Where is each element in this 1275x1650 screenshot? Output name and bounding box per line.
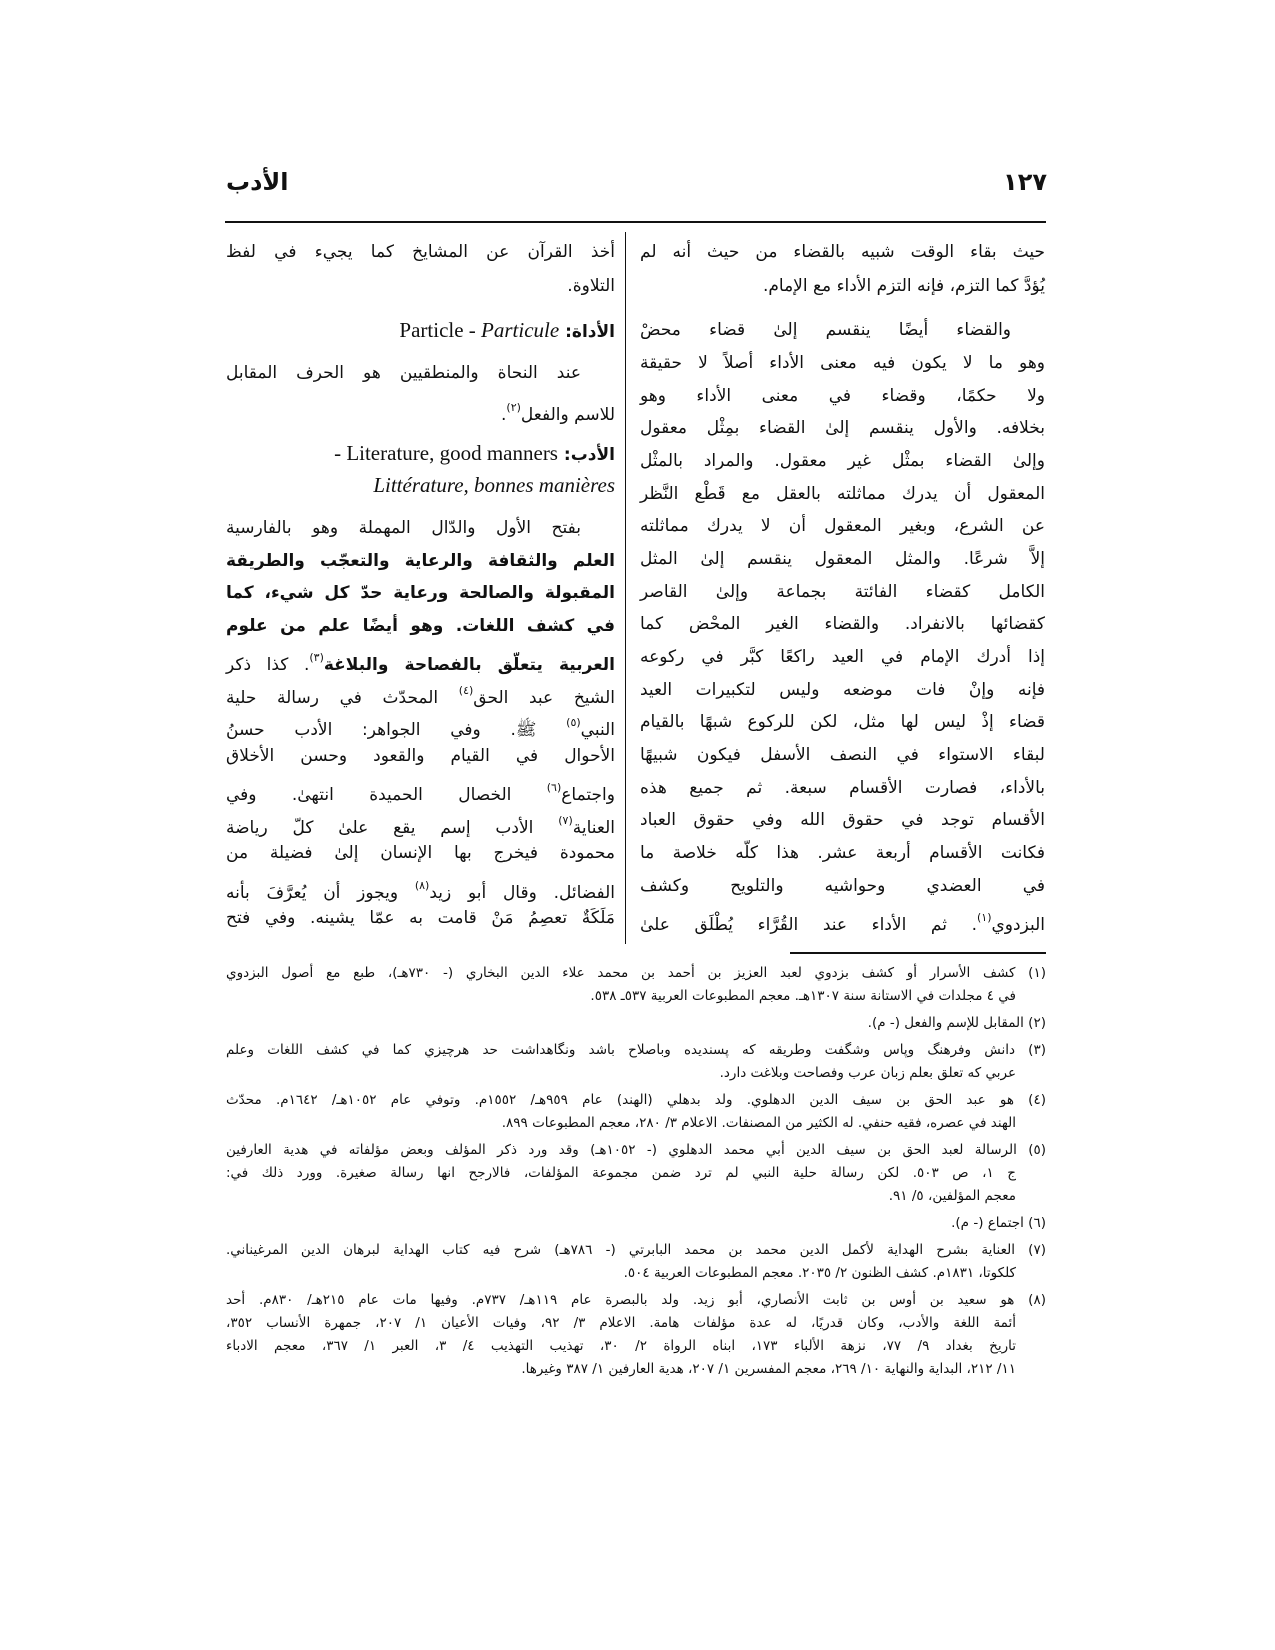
footnote-line: (٧) العناية بشرح الهداية لأكمل الدين محمد بن محمد البابرتي (- ٧٨٦هـ) شرح فيه كتاب الهداية لبرهان الدين المرغيناني. — [226, 1242, 1046, 1258]
text-line — [226, 270, 615, 302]
text-segment: عند النحاة والمنطقيين هو الحرف المقابل — [226, 363, 581, 383]
text-line — [226, 675, 615, 707]
text-segment: واجتماع — [561, 785, 615, 805]
footnote-ref: (١) — [976, 911, 992, 924]
text-segment: أخذ القرآن عن المشايخ كما يجيء في لفظ — [226, 242, 615, 262]
text-segment: عن الشرع، وبغير المعقول أن لا يدرك مماثلته — [640, 516, 1045, 536]
text-line — [640, 543, 1045, 575]
text-segment: بخلافه. والأول ينقسم إلىٰ القضاء بمِثْل معقول — [640, 418, 1045, 438]
footnote-ref: (٤) — [458, 684, 474, 697]
text-line — [226, 610, 615, 642]
text-segment: إلاَّ شرعًا. والمثل المعقول ينقسم إلىٰ المثل — [640, 549, 1045, 569]
text-line — [226, 545, 615, 577]
text-segment: بفتح الأول والدّال المهملة وهو بالفارسية — [226, 518, 581, 538]
footnote-ref: (٦) — [546, 781, 562, 794]
text-line — [226, 837, 615, 869]
footnote-ref: (٨) — [414, 879, 430, 892]
text-line — [226, 805, 615, 837]
text-segment: العناية — [572, 818, 615, 838]
footnote-line: الهند في عصره، فقيه حنفي. له الكثير من المصنفات. الاعلام ٣/ ٢٨٠، معجم المطبوعات ٨٩٩. — [501, 1115, 1016, 1131]
footnote-line: (٥) الرسالة لعبد الحق بن سيف الدين أبي محمد الدهلوي (- ١٠٥٢هـ) وقد ورد ذكر المؤلف وبعض مؤلفاته في هدية العارفين — [226, 1142, 1047, 1158]
text-segment: لبقاء الاستواء في النصف الأسفل فيكون شبيهًا — [640, 745, 1045, 765]
text-segment: Littérature, bonnes manières — [373, 473, 615, 497]
footnote — [226, 1039, 1046, 1085]
footnote — [226, 1212, 1046, 1235]
column-divider — [625, 232, 626, 944]
text-line — [226, 772, 615, 804]
footnote-line: تاريخ بغداد ٩/ ٧٧، نزهة الألباء ١٧٣، ابناه الرواة ٢/ ٣٠، تهذيب التهذيب ٤/ ٣، العبر ١/ ٣٦٧، معجم الادباء — [226, 1338, 1017, 1354]
footnote-line: ١١/ ٢١٢، البداية والنهاية ١٠/ ٢٦٩، معجم المفسرين ١/ ٢٠٧، هدية العارفين ١/ ٣٨٧ وغيرها. — [521, 1361, 1016, 1377]
footnote — [226, 1139, 1046, 1208]
text-segment: الأقسام توجد في حقوق الله وفي حقوق العباد — [640, 810, 1045, 830]
text-line — [226, 512, 615, 544]
text-line — [226, 236, 615, 268]
footnote-ref: (٢) — [506, 401, 521, 414]
text-line — [226, 740, 615, 772]
text-line — [640, 445, 1045, 477]
text-line — [640, 804, 1045, 836]
text-line — [226, 469, 615, 501]
text-line — [640, 902, 1045, 934]
text-line — [640, 837, 1045, 869]
text-segment: . ثم الأداء عند القُرَّاء يُطْلَق علىٰ — [640, 915, 977, 935]
page-number: ١٢٧ — [1003, 168, 1047, 196]
text-segment: وإلىٰ القضاء بمثْل غير معقول. والمراد بالمثْل — [640, 451, 1045, 471]
text-segment: والقضاء أيضًا ينقسم إلىٰ قضاء محضْ — [640, 320, 1011, 340]
text-line — [640, 380, 1045, 412]
text-segment: المعقول أن يدرك مماثلته بالعقل مع قَطْع النَّظر — [640, 484, 1045, 504]
text-line — [640, 706, 1045, 738]
text-segment: البزدوي — [991, 915, 1045, 935]
text-segment: ﷺ. وفي الجواهر: الأدب حسنُ — [226, 720, 567, 740]
term-text: في كشف اللغات. وهو أيضًا علم من علوم — [226, 616, 615, 636]
footnote-line: (٨) هو سعيد بن أوس بن ثابت الأنصاري، أبو زيد. ولد بالبصرة عام ١١٩هـ/ ٧٣٧م. وفيها مات عام ٢١٥هـ/ ٨٣٠م. أحد — [226, 1292, 1046, 1308]
text-line — [640, 870, 1045, 902]
text-segment: Particule — [481, 318, 560, 342]
text-segment: . كذا ذكر — [226, 655, 310, 675]
text-segment: فإنه وإنْ فات موضعه وليس لتكبيرات العيد — [640, 680, 1045, 700]
text-line — [226, 870, 615, 902]
text-line — [226, 902, 615, 934]
footnote-separator — [790, 952, 1046, 954]
footnote-line: عربي كه تعلق بعلم زبان عرب وفصاحت وبلاغت دارد. — [719, 1065, 1016, 1081]
text-segment: حيث بقاء الوقت شبيه بالقضاء من حيث أنه لم — [640, 242, 1045, 262]
footnote — [226, 1012, 1046, 1035]
text-segment: قضاء إذْ ليس لها مثل، لكن للركوع شبهًا بالقيام — [640, 712, 1045, 732]
footnote-line: (٤) هو عبد الحق بن سيف الدين الدهلوي. ولد بدهلي (الهند) عام ٩٥٩هـ/ ١٥٥٢م. وتوفي عام ١٠٥٢هـ/ ١٦٤٢م. محدّث — [226, 1092, 1046, 1108]
left-column — [226, 0, 615, 950]
text-segment: يُؤدَّ كما التزم، فإنه التزم الأداء مع الإمام. — [762, 276, 1045, 296]
text-segment: في العضدي وحواشيه والتلويح وكشف — [640, 876, 1045, 896]
running-title: الأدب — [226, 168, 289, 196]
text-line — [640, 674, 1045, 706]
right-column — [640, 0, 1045, 950]
footnote — [226, 1289, 1046, 1381]
footnote-line: أئمة اللغة والأدب، وكان قدريًا، له عدة مؤلفات هامة. الاعلام ٣/ ٩٢، وفيات الأعيان ١/ ٢٠٧، جمهرة الأنساب ٣٥٢، — [226, 1315, 1016, 1331]
text-line — [640, 270, 1045, 302]
text-segment: مَلَكَةٌ تعصِمُ مَنْ قامت به عمّا يشينه. وفي فتح — [226, 908, 615, 928]
footnote-line: في ٤ مجلدات في الاستانة سنة ١٣٠٧هـ. معجم المطبوعات العربية ٥٣٧ـ ٥٣٨. — [590, 988, 1016, 1004]
text-line — [226, 314, 615, 346]
text-segment: إذا أدرك الإمام في العيد راكعًا كبَّر في ركوعه — [640, 647, 1045, 667]
text-line — [640, 314, 1045, 346]
footnote-line: (٦) اجتماع (- م). — [951, 1215, 1046, 1231]
text-segment: ولا حكمًا، وقضاء في معنى الأداء وهو — [640, 386, 1045, 406]
text-segment: النبي — [580, 720, 615, 740]
text-segment: الأحوال في القيام والقعود وحسن الأخلاق — [226, 746, 615, 766]
text-segment: ويجوز أن يُعرَّفَ بأنه — [226, 883, 415, 903]
footnotes — [226, 962, 1046, 1385]
text-segment: محمودة فيخرج بها الإنسان إلىٰ فضيلة من — [226, 843, 615, 863]
footnote-line: كلكوتا، ١٨٣١م. كشف الظنون ٢/ ٢٠٣٥. معجم المطبوعات العربية ٥٠٤. — [623, 1265, 1016, 1281]
text-segment: الشيخ عبد الحق — [473, 688, 615, 708]
footnote — [226, 962, 1046, 1008]
term-text: العلم والثقافة والرعاية والتعجّب والطريقة — [226, 551, 615, 571]
text-line — [226, 392, 615, 424]
text-segment: فكانت الأقسام أربعة عشر. هذا كلّه خلاصة ما — [640, 843, 1045, 863]
text-segment: للاسم والفعل — [520, 405, 615, 425]
footnote-ref: (٥) — [566, 716, 581, 729]
text-segment: المحدّث في رسالة حلية — [226, 688, 459, 708]
term-text: العربية يتعلّق بالفصاحة والبلاغة — [323, 655, 615, 675]
text-line — [226, 357, 615, 389]
text-line — [640, 739, 1045, 771]
text-line — [640, 347, 1045, 379]
footnote-line: (٣) دانش وفرهنگ وپاس وشگفت وطريقه كه پسنديده وباصلاح باشد ونگاهداشت حد هرچيزي كما في كشف اللغات وعلم — [226, 1042, 1046, 1058]
text-line — [226, 642, 615, 674]
footnote-ref: (٧) — [558, 814, 573, 827]
text-line — [640, 478, 1045, 510]
text-segment: التلاوة. — [567, 276, 615, 296]
footnote-line: معجم المؤلفين، ٥/ ٩١. — [888, 1188, 1016, 1204]
footnote-line: (٢) المقابل للإسم والفعل (- م). — [867, 1015, 1046, 1031]
text-line — [226, 707, 615, 739]
term-text: المقبولة والصالحة ورعاية حدّ كل شيء، كما — [226, 583, 615, 603]
text-line — [640, 510, 1045, 542]
text-line — [640, 576, 1045, 608]
footnote — [226, 1239, 1046, 1285]
text-segment: وهو ما لا يكون فيه معنى الأداء أصلاً لا حقيقة — [640, 353, 1045, 373]
term-text: الأدب: — [557, 445, 615, 465]
footnote — [226, 1089, 1046, 1135]
text-segment: كقضائها بالانفراد. والقضاء الغير المحْض كما — [640, 614, 1045, 634]
text-line — [640, 236, 1045, 268]
text-line — [640, 412, 1045, 444]
text-segment: بالأداء، فصارت الأقسام سبعة. ثم جميع هذه — [640, 778, 1045, 798]
text-segment: الخصال الحميدة انتهىٰ. وفي — [226, 785, 547, 805]
text-line — [640, 641, 1045, 673]
text-segment: Particle - — [399, 318, 482, 342]
footnote-line: ج ١، ص ٥٠٣. لكن رسالة حلية النبي لم ترد ضمن مجموعة المؤلفات، فالارجح انها رسالة صغيرة. وورد ذلك في: — [226, 1165, 1017, 1181]
text-segment: الفضائل. وقال أبو زيد — [429, 883, 616, 903]
text-segment: Literature, good manners - — [334, 441, 558, 465]
footnote-line: (١) كشف الأسرار أو كشف بزدوي لعبد العزيز بن أحمد بن محمد علاء الدين البخاري (- ٧٣٠هـ)، طبع مع أصول البزدوي — [226, 965, 1046, 981]
text-line — [226, 437, 615, 469]
text-segment: . — [501, 405, 507, 425]
footnote-ref: (٣) — [309, 651, 324, 664]
text-line — [226, 577, 615, 609]
text-segment: الكامل كقضاء الفائتة بجماعة وإلىٰ القاصر — [640, 582, 1045, 602]
text-line — [640, 772, 1045, 804]
text-line — [640, 608, 1045, 640]
term-text: الأداة: — [559, 322, 615, 342]
text-segment: الأدب إسم يقع علىٰ كلّ رياضة — [226, 818, 559, 838]
